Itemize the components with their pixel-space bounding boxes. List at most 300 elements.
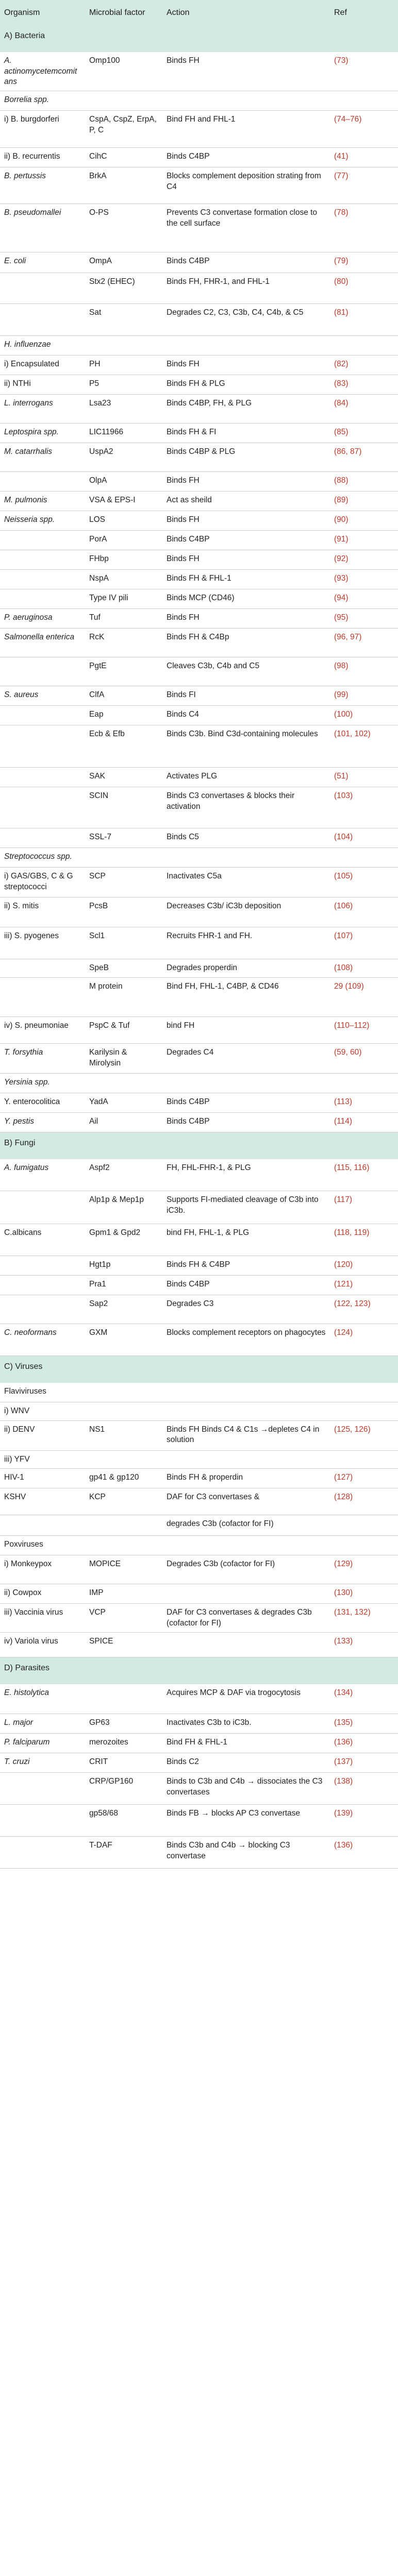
organism-cell: T. forsythia [0,1044,85,1074]
ref-cell: (103) [330,787,398,828]
organism-cell [0,1276,85,1295]
table-row [0,1584,398,1604]
organism-cell: Flaviviruses [0,1383,85,1402]
factor-cell [85,1383,162,1402]
ref-cell: (99) [330,686,398,706]
ref-cell: (78) [330,204,398,252]
section-title: A) Bacteria [0,25,398,52]
table-row [0,1383,398,1402]
ref-cell [330,1536,398,1555]
table-row [0,111,398,148]
action-cell: degrades C3b (cofactor for FI) [162,1515,330,1536]
action-cell: Degrades C3 [162,1295,330,1324]
organism-cell: Leptospira spp. [0,423,85,443]
ref-cell: (131, 132) [330,1604,398,1633]
section-title: C) Viruses [0,1356,398,1383]
ref-cell: (92) [330,550,398,570]
table-row [0,511,398,531]
section-row [0,1657,398,1684]
ref-cell: (80) [330,273,398,304]
action-cell: Binds FB → blocks AP C3 convertase [162,1805,330,1837]
organism-cell: T. cruzi [0,1753,85,1773]
ref-cell: (41) [330,148,398,167]
table-row [0,1093,398,1113]
organism-cell: Y. enterocolitica [0,1093,85,1113]
header-action: Action [162,0,330,25]
table-row [0,1837,398,1869]
table-row [0,848,398,868]
action-cell: Bind FH & FHL-1 [162,1734,330,1753]
action-cell: Binds FH [162,472,330,492]
factor-cell: CRP/GP160 [85,1773,162,1805]
action-cell: Binds C3b and C4b → blocking C3 convertase [162,1837,330,1869]
organism-cell: Yersinia spp. [0,1074,85,1093]
ref-cell: (93) [330,570,398,589]
table-row [0,589,398,609]
action-cell: bind FH [162,1017,330,1044]
organism-cell: M. pulmonis [0,492,85,511]
action-cell: DAF for C3 convertases & degrades C3b (cofactor for FI) [162,1604,330,1633]
factor-cell: LIC11966 [85,423,162,443]
organism-cell [0,978,85,1017]
factor-cell: Stx2 (EHEC) [85,273,162,304]
organism-cell: i) WNV [0,1402,85,1420]
organism-cell [0,472,85,492]
table-row [0,91,398,111]
action-cell: Binds FH, FHR-1, and FHL-1 [162,273,330,304]
organism-cell [0,828,85,848]
factor-cell: PorA [85,531,162,550]
table-row [0,355,398,375]
action-cell [162,91,330,111]
table-row [0,167,398,204]
action-cell [162,1536,330,1555]
action-cell: Binds FI [162,686,330,706]
table-row [0,1324,398,1356]
organism-cell [0,1515,85,1536]
factor-cell: Tuf [85,609,162,629]
action-cell: Bind FH and FHL-1 [162,111,330,148]
table-row [0,531,398,550]
header-microbial-factor: Microbial factor [85,0,162,25]
organism-cell [0,768,85,787]
table-row [0,336,398,355]
organism-cell: iii) Vaccinia virus [0,1604,85,1633]
ref-cell: (77) [330,167,398,204]
action-cell [162,1402,330,1420]
action-cell [162,848,330,868]
factor-cell: Omp100 [85,52,162,91]
table-row [0,1295,398,1324]
factor-cell: Pra1 [85,1276,162,1295]
factor-cell [85,1402,162,1420]
factor-cell [85,336,162,355]
action-cell [162,1074,330,1093]
factor-cell: IMP [85,1584,162,1604]
ref-cell [330,848,398,868]
ref-cell: (108) [330,959,398,978]
organism-cell: i) B. burgdorferi [0,111,85,148]
action-cell: Binds FH & FHL-1 [162,570,330,589]
table-row [0,609,398,629]
ref-cell: (125, 126) [330,1420,398,1450]
organism-cell [0,589,85,609]
factor-cell: merozoites [85,1734,162,1753]
factor-cell: Karilysin & Mirolysin [85,1044,162,1074]
ref-cell: (134) [330,1684,398,1714]
ref-cell: (133) [330,1633,398,1657]
factor-cell: Ecb & Efb [85,725,162,768]
table-row [0,1805,398,1837]
table-row [0,1044,398,1074]
factor-cell: SCIN [85,787,162,828]
factor-cell: VCP [85,1604,162,1633]
organism-cell: i) GAS/GBS, C & G streptococci [0,868,85,897]
action-cell: Binds C4 [162,706,330,725]
ref-cell [330,1515,398,1536]
table-row [0,657,398,686]
table-row [0,1515,398,1536]
organism-cell: S. aureus [0,686,85,706]
factor-cell: KCP [85,1488,162,1515]
ref-cell: (88) [330,472,398,492]
organism-cell: E. coli [0,252,85,273]
organism-cell: L. major [0,1714,85,1734]
action-cell: Binds FH & FI [162,423,330,443]
organism-cell: iv) S. pneumoniae [0,1017,85,1044]
action-cell: Binds C4BP [162,531,330,550]
action-cell: bind FH, FHL-1, & PLG [162,1224,330,1256]
ref-cell: (86, 87) [330,443,398,472]
action-cell: Binds C4BP [162,148,330,167]
table-row [0,1420,398,1450]
ref-cell: (59, 60) [330,1044,398,1074]
table-row [0,570,398,589]
factor-cell: SpeB [85,959,162,978]
table-header-row [0,0,398,25]
ref-cell [330,336,398,355]
organism-cell: P. aeruginosa [0,609,85,629]
table-row [0,897,398,927]
action-cell: Act as sheild [162,492,330,511]
organism-cell [0,304,85,336]
organism-cell [0,1295,85,1324]
ref-cell: (90) [330,511,398,531]
action-cell: Binds C4BP [162,252,330,273]
table-row [0,1684,398,1714]
table-row [0,1402,398,1420]
table-row [0,927,398,959]
action-cell: Degrades C2, C3, C3b, C4, C4b, & C5 [162,304,330,336]
table-row [0,629,398,657]
table-row [0,1773,398,1805]
action-cell: Binds C3b. Bind C3d-containing molecules [162,725,330,768]
ref-cell: (136) [330,1734,398,1753]
section-title: D) Parasites [0,1657,398,1684]
ref-cell: 29 (109) [330,978,398,1017]
ref-cell: (79) [330,252,398,273]
action-cell: Binds C4BP & PLG [162,443,330,472]
ref-cell: (94) [330,589,398,609]
ref-cell: (121) [330,1276,398,1295]
table-row [0,1113,398,1132]
organism-cell [0,570,85,589]
action-cell: Binds C3 convertases & blocks their activation [162,787,330,828]
ref-cell: (91) [330,531,398,550]
ref-cell: (139) [330,1805,398,1837]
factor-cell: NspA [85,570,162,589]
table-row [0,787,398,828]
table-row [0,273,398,304]
factor-cell: CihC [85,148,162,167]
ref-cell: (83) [330,375,398,395]
table-row [0,1256,398,1276]
table-row [0,959,398,978]
factor-cell: T-DAF [85,1837,162,1869]
table-row [0,828,398,848]
table-row [0,52,398,91]
action-cell: Activates PLG [162,768,330,787]
action-cell: Binds C5 [162,828,330,848]
action-cell [162,1633,330,1657]
organism-cell: i) Monkeypox [0,1555,85,1584]
organism-cell: L. interrogans [0,395,85,423]
organism-cell: ii) Cowpox [0,1584,85,1604]
ref-cell: (51) [330,768,398,787]
table-row [0,686,398,706]
factor-cell: O-PS [85,204,162,252]
table-row [0,1753,398,1773]
organism-cell [0,959,85,978]
factor-cell: Gpm1 & Gpd2 [85,1224,162,1256]
factor-cell: gp58/68 [85,1805,162,1837]
factor-cell: UspA2 [85,443,162,472]
section-row [0,25,398,52]
organism-cell: C. neoformans [0,1324,85,1356]
ref-cell: (117) [330,1191,398,1224]
action-cell: Binds to C3b and C4b → dissociates the C3 convertases [162,1773,330,1805]
table-row [0,472,398,492]
organism-cell: Borrelia spp. [0,91,85,111]
factor-cell: VSA & EPS-I [85,492,162,511]
ref-cell: (129) [330,1555,398,1584]
organism-cell [0,706,85,725]
table-row [0,1450,398,1468]
factor-cell: OlpA [85,472,162,492]
ref-cell: (118, 119) [330,1224,398,1256]
organism-cell: B. pertussis [0,167,85,204]
factor-cell: CRIT [85,1753,162,1773]
table-body [0,25,398,1869]
organism-cell [0,1256,85,1276]
factor-cell: Alp1p & Mep1p [85,1191,162,1224]
factor-cell: P5 [85,375,162,395]
factor-cell: SSL-7 [85,828,162,848]
factor-cell: SPICE [85,1633,162,1657]
organism-cell: A. actinomycetemcomitans [0,52,85,91]
factor-cell [85,848,162,868]
action-cell: Blocks complement receptors on phagocytes [162,1324,330,1356]
action-cell: Binds FH & C4BP [162,1256,330,1276]
organism-cell: A. fumigatus [0,1159,85,1191]
factor-cell: Lsa23 [85,395,162,423]
organism-cell: Poxviruses [0,1536,85,1555]
action-cell: Prevents C3 convertase formation close to the cell surface [162,204,330,252]
ref-cell [330,1402,398,1420]
factor-cell: YadA [85,1093,162,1113]
organism-cell: iv) Variola virus [0,1633,85,1657]
table-row [0,252,398,273]
organism-cell [0,550,85,570]
factor-cell: Sap2 [85,1295,162,1324]
factor-cell: Hgt1p [85,1256,162,1276]
organism-cell [0,1837,85,1869]
factor-cell: ClfA [85,686,162,706]
factor-cell: GXM [85,1324,162,1356]
factor-cell: Eap [85,706,162,725]
action-cell: Binds FH & C4Bp [162,629,330,657]
factor-cell [85,1515,162,1536]
table-row [0,1276,398,1295]
ref-cell: (110–112) [330,1017,398,1044]
factor-cell: RcK [85,629,162,657]
table-row [0,1159,398,1191]
organism-cell: KSHV [0,1488,85,1515]
organism-cell: P. falciparum [0,1734,85,1753]
organism-cell [0,657,85,686]
action-cell [162,1584,330,1604]
factor-cell: Sat [85,304,162,336]
organism-cell: E. histolytica [0,1684,85,1714]
organism-cell [0,1773,85,1805]
organism-cell [0,1805,85,1837]
action-cell: Supports FI-mediated cleavage of C3b into iC3b. [162,1191,330,1224]
factor-cell: M protein [85,978,162,1017]
ref-cell: (138) [330,1773,398,1805]
table-row [0,550,398,570]
action-cell: Inactivates C5a [162,868,330,897]
factor-cell: Scl1 [85,927,162,959]
action-cell [162,1450,330,1468]
action-cell: Binds C4BP [162,1093,330,1113]
table-row [0,1017,398,1044]
ref-cell: (106) [330,897,398,927]
organism-cell: ii) NTHi [0,375,85,395]
factor-cell: gp41 & gp120 [85,1469,162,1488]
table-row [0,868,398,897]
ref-cell: (85) [330,423,398,443]
ref-cell: (128) [330,1488,398,1515]
action-cell: Recruits FHR-1 and FH. [162,927,330,959]
factor-cell: NS1 [85,1420,162,1450]
table-row [0,1555,398,1584]
organism-cell [0,725,85,768]
table-row [0,443,398,472]
table-row [0,1224,398,1256]
action-cell: Binds FH [162,52,330,91]
section-row [0,1132,398,1159]
organism-cell: HIV-1 [0,1469,85,1488]
factor-cell: PspC & Tuf [85,1017,162,1044]
action-cell: Binds C4BP, FH, & PLG [162,395,330,423]
factor-cell: CspA, CspZ, ErpA, P, C [85,111,162,148]
factor-cell: PH [85,355,162,375]
organism-cell: C.albicans [0,1224,85,1256]
header-organism: Organism [0,0,85,25]
ref-cell: (137) [330,1753,398,1773]
ref-cell: (136) [330,1837,398,1869]
action-cell: Decreases C3b/ iC3b deposition [162,897,330,927]
table-row [0,375,398,395]
ref-cell: (114) [330,1113,398,1132]
organism-cell: H. influenzae [0,336,85,355]
organism-cell: B. pseudomallei [0,204,85,252]
table-row [0,1536,398,1555]
organism-cell: iii) YFV [0,1450,85,1468]
organism-cell: ii) B. recurrentis [0,148,85,167]
organism-cell: iii) S. pyogenes [0,927,85,959]
action-cell: Degrades C3b (cofactor for FI) [162,1555,330,1584]
factor-cell [85,1450,162,1468]
table-row [0,1734,398,1753]
action-cell: Binds FH [162,355,330,375]
table-row [0,395,398,423]
factor-cell: OmpA [85,252,162,273]
ref-cell [330,1074,398,1093]
table-row [0,1469,398,1488]
organism-cell: i) Encapsulated [0,355,85,375]
action-cell: Degrades properdin [162,959,330,978]
table-row [0,1714,398,1734]
organism-cell [0,273,85,304]
factor-cell: LOS [85,511,162,531]
table-row [0,1191,398,1224]
action-cell: Bind FH, FHL-1, C4BP, & CD46 [162,978,330,1017]
table-row [0,148,398,167]
action-cell: Binds FH & properdin [162,1469,330,1488]
factor-cell: MOPICE [85,1555,162,1584]
ref-cell [330,1450,398,1468]
action-cell: Blocks complement deposition strating from C4 [162,167,330,204]
organism-cell [0,787,85,828]
factor-cell: PcsB [85,897,162,927]
ref-cell: (105) [330,868,398,897]
ref-cell [330,91,398,111]
action-cell: Binds FH [162,511,330,531]
ref-cell: (81) [330,304,398,336]
ref-cell: (82) [330,355,398,375]
ref-cell: (135) [330,1714,398,1734]
ref-cell: (130) [330,1584,398,1604]
action-cell: Cleaves C3b, C4b and C5 [162,657,330,686]
action-cell: Binds FH [162,609,330,629]
table-row [0,1633,398,1657]
ref-cell: (89) [330,492,398,511]
table-row [0,978,398,1017]
table-row [0,1074,398,1093]
action-cell: Binds C2 [162,1753,330,1773]
table-row [0,492,398,511]
section-title: B) Fungi [0,1132,398,1159]
factor-cell: PgtE [85,657,162,686]
factor-cell [85,91,162,111]
factor-cell [85,1074,162,1093]
ref-cell: (95) [330,609,398,629]
ref-cell: (122, 123) [330,1295,398,1324]
organism-cell: ii) DENV [0,1420,85,1450]
ref-cell: (115, 116) [330,1159,398,1191]
organism-cell [0,531,85,550]
